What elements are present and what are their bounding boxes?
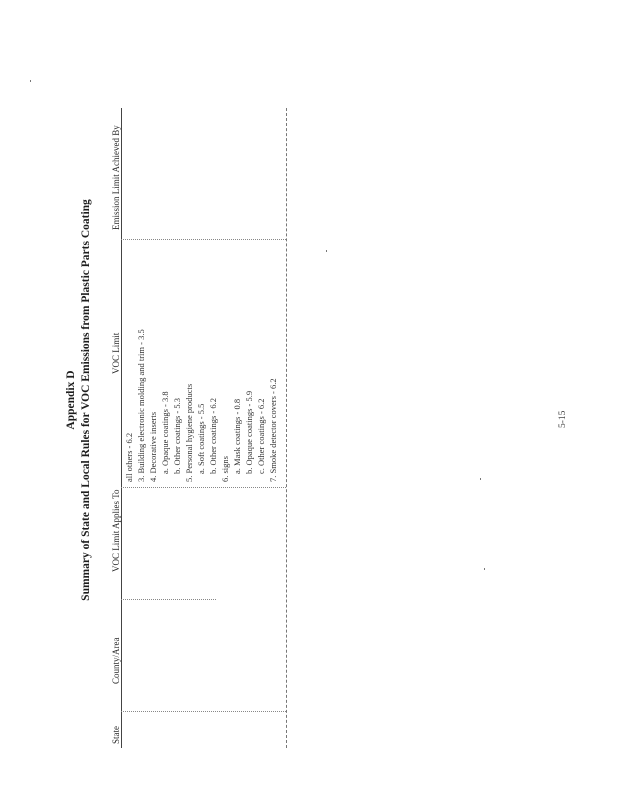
document-title: Summary of State and Local Rules for VOC Emissions from Plastic Parts Coating — [80, 199, 92, 601]
voc-limit-item: b. Other coatings - 5.3 — [172, 397, 182, 474]
voc-limit-item: 3. Building electronic molding and trim - 3.5 — [136, 329, 146, 482]
voc-limit-item: b. Other coatings - 6.2 — [208, 397, 218, 474]
page-number: 5-15 — [558, 410, 568, 428]
voc-limit-item: b. Opaque coatings - 5.9 — [244, 390, 254, 474]
header-rule — [121, 108, 122, 748]
voc-limit-item: 7. Smoke detector covers - 6.2 — [268, 378, 278, 482]
voc-limit-item: all others - 6.2 — [124, 432, 134, 482]
bottom-rule — [286, 108, 287, 748]
voc-limit-item: a. Mask coatings - 0.8 — [232, 398, 242, 474]
column-divider-voc-applies — [121, 487, 286, 488]
scan-speck — [480, 478, 481, 480]
column-header-voc-applies: VOC Limit Applies To — [111, 489, 121, 572]
scan-speck — [326, 250, 327, 252]
voc-limit-item: 5. Personal hygiene products — [184, 383, 194, 482]
scan-speck — [30, 80, 31, 82]
column-header-voc-limit: VOC Limit — [111, 332, 121, 374]
column-divider-voc-limit — [121, 239, 286, 240]
voc-limit-item: a. Soft coatings - 5.5 — [196, 403, 206, 474]
voc-limit-item: a. Opaque coatings - 3.8 — [160, 391, 170, 474]
voc-limit-item: c. Other coatings - 6.2 — [256, 398, 266, 474]
column-header-state: State — [111, 726, 121, 744]
column-header-county: County/Area — [111, 637, 121, 684]
scan-speck — [484, 568, 485, 570]
column-divider-state — [121, 711, 286, 712]
column-header-emission-limit: Emission Limit Achieved By — [111, 125, 121, 230]
column-divider-county — [121, 599, 216, 600]
appendix-heading: Appendix D — [65, 370, 77, 430]
voc-limit-item: 4. Decorative inserts — [148, 411, 158, 482]
voc-limit-item: 6. signs — [220, 456, 230, 482]
